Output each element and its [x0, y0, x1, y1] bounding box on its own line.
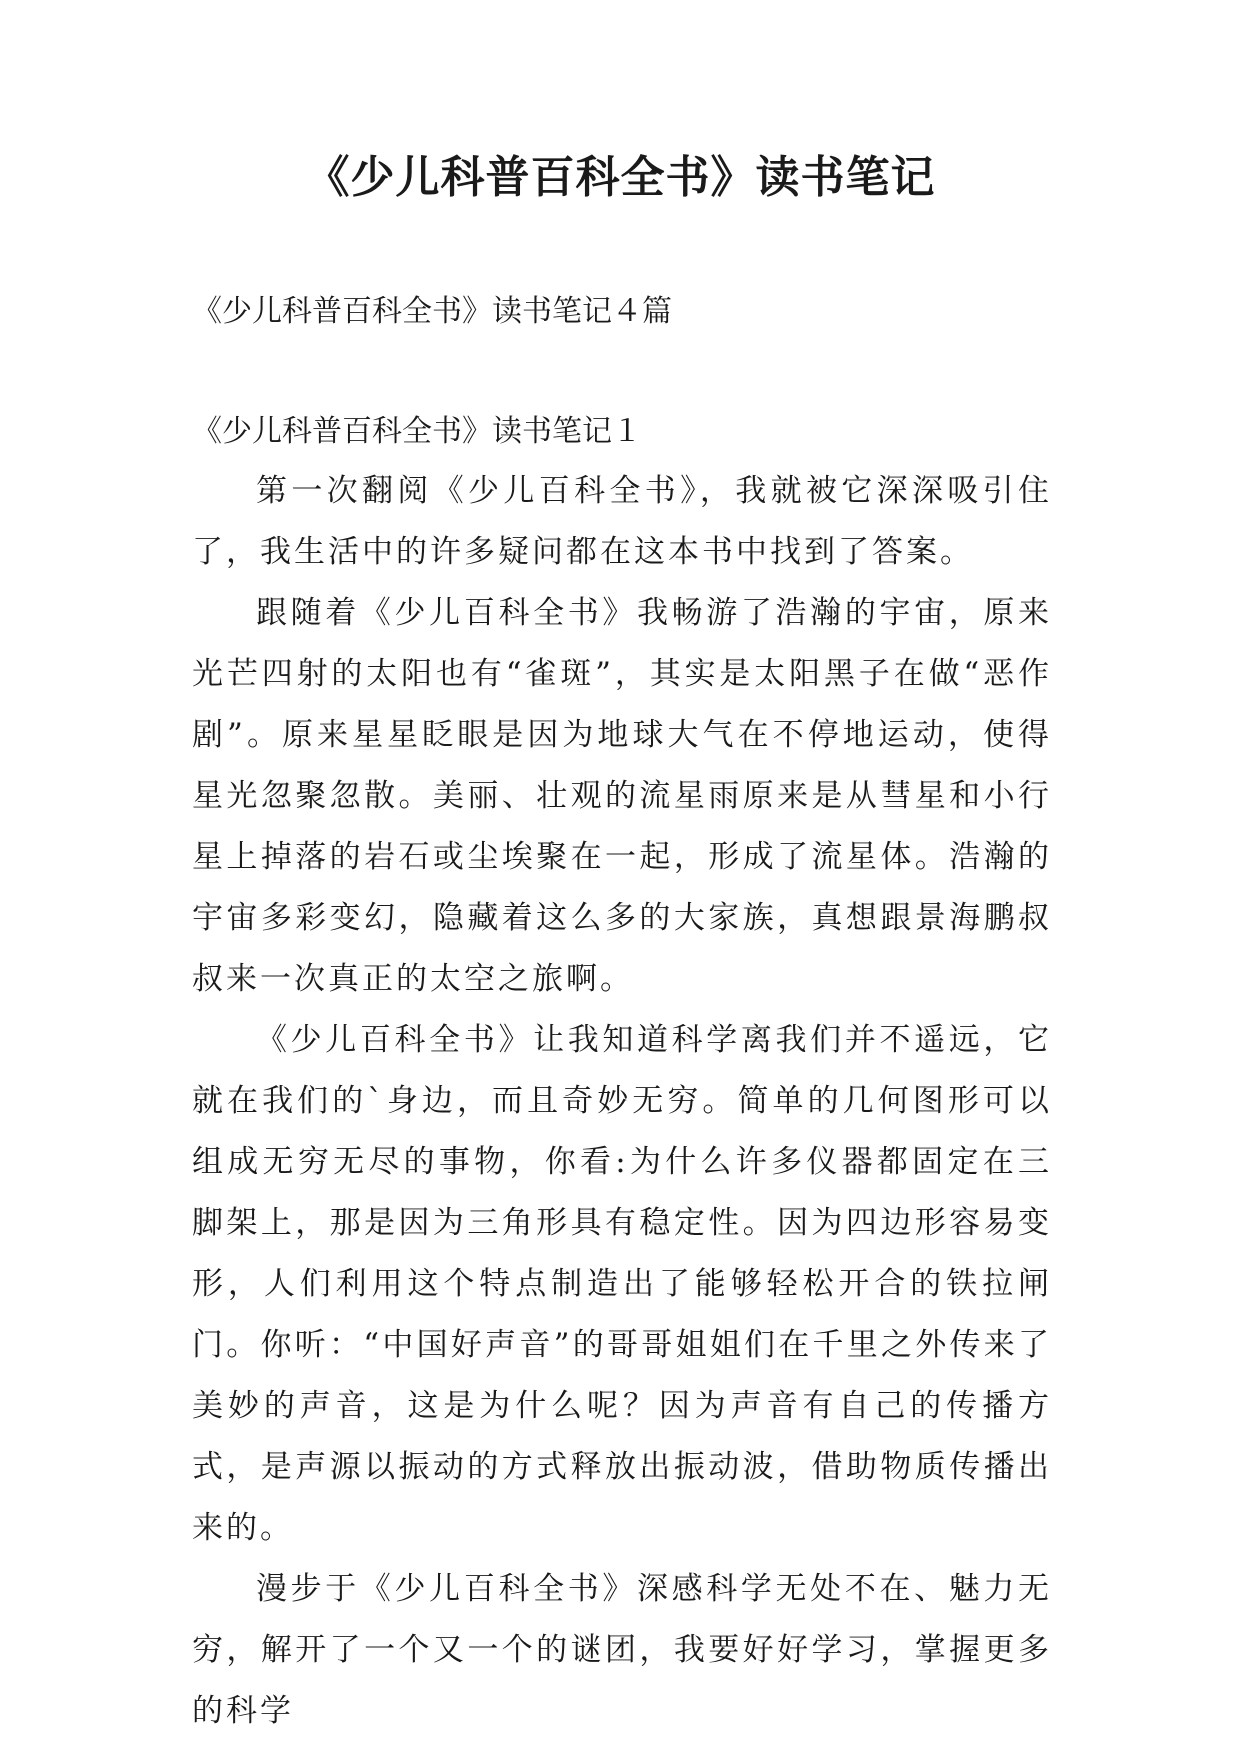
paragraph: 跟随着《少儿百科全书》我畅游了浩瀚的宇宙，原来光芒四射的太阳也有“雀斑”，其实是太阳黑子在做“恶作剧”。原来星星眨眼是因为地球大气在不停地运动，使得星光忽聚忽散。美丽、壮观的流星雨原来是从彗星和小行星上掉落的岩石或尘埃聚在一起，形成了流星体。浩瀚的宇宙多彩变幻，隐藏着这么多的大家族，真想跟景海鹏叔叔来一次真正的太空之旅啊。: [192, 595, 1052, 997]
paragraph: 第一次翻阅《少儿百科全书》，我就被它深深吸引住了，我生活中的许多疑问都在这本书中找到了答案。: [192, 473, 1052, 570]
document-subtitle: 《少儿科普百科全书》读书笔记４篇: [192, 294, 672, 329]
paragraph: 《少儿百科全书》让我知道科学离我们并不遥远，它就在我们的`身边，而且奇妙无穷。简单的几何图形可以组成无穷无尽的事物，你看:为什么许多仪器都固定在三脚架上，那是因为三角形具有稳定性。因为四边形容易变形，人们利用这个特点制造出了能够轻松开合的铁拉闸门。你听：“中国好声音”的哥哥姐姐们在千里之外传来了美妙的声音，这是为什么呢？因为声音有自己的传播方式，是声源以振动的方式释放出振动波，借助物质传播出来的。: [192, 1022, 1052, 1546]
body-text: [192, 461, 1052, 1742]
page-title: 《少儿科普百科全书》读书笔记: [305, 152, 936, 203]
paragraph: 漫步于《少儿百科全书》深感科学无处不在、魅力无穷，解开了一个又一个的谜团，我要好好学习，掌握更多的科学: [192, 1571, 1052, 1729]
section-heading: 《少儿科普百科全书》读书笔记１: [192, 414, 642, 449]
